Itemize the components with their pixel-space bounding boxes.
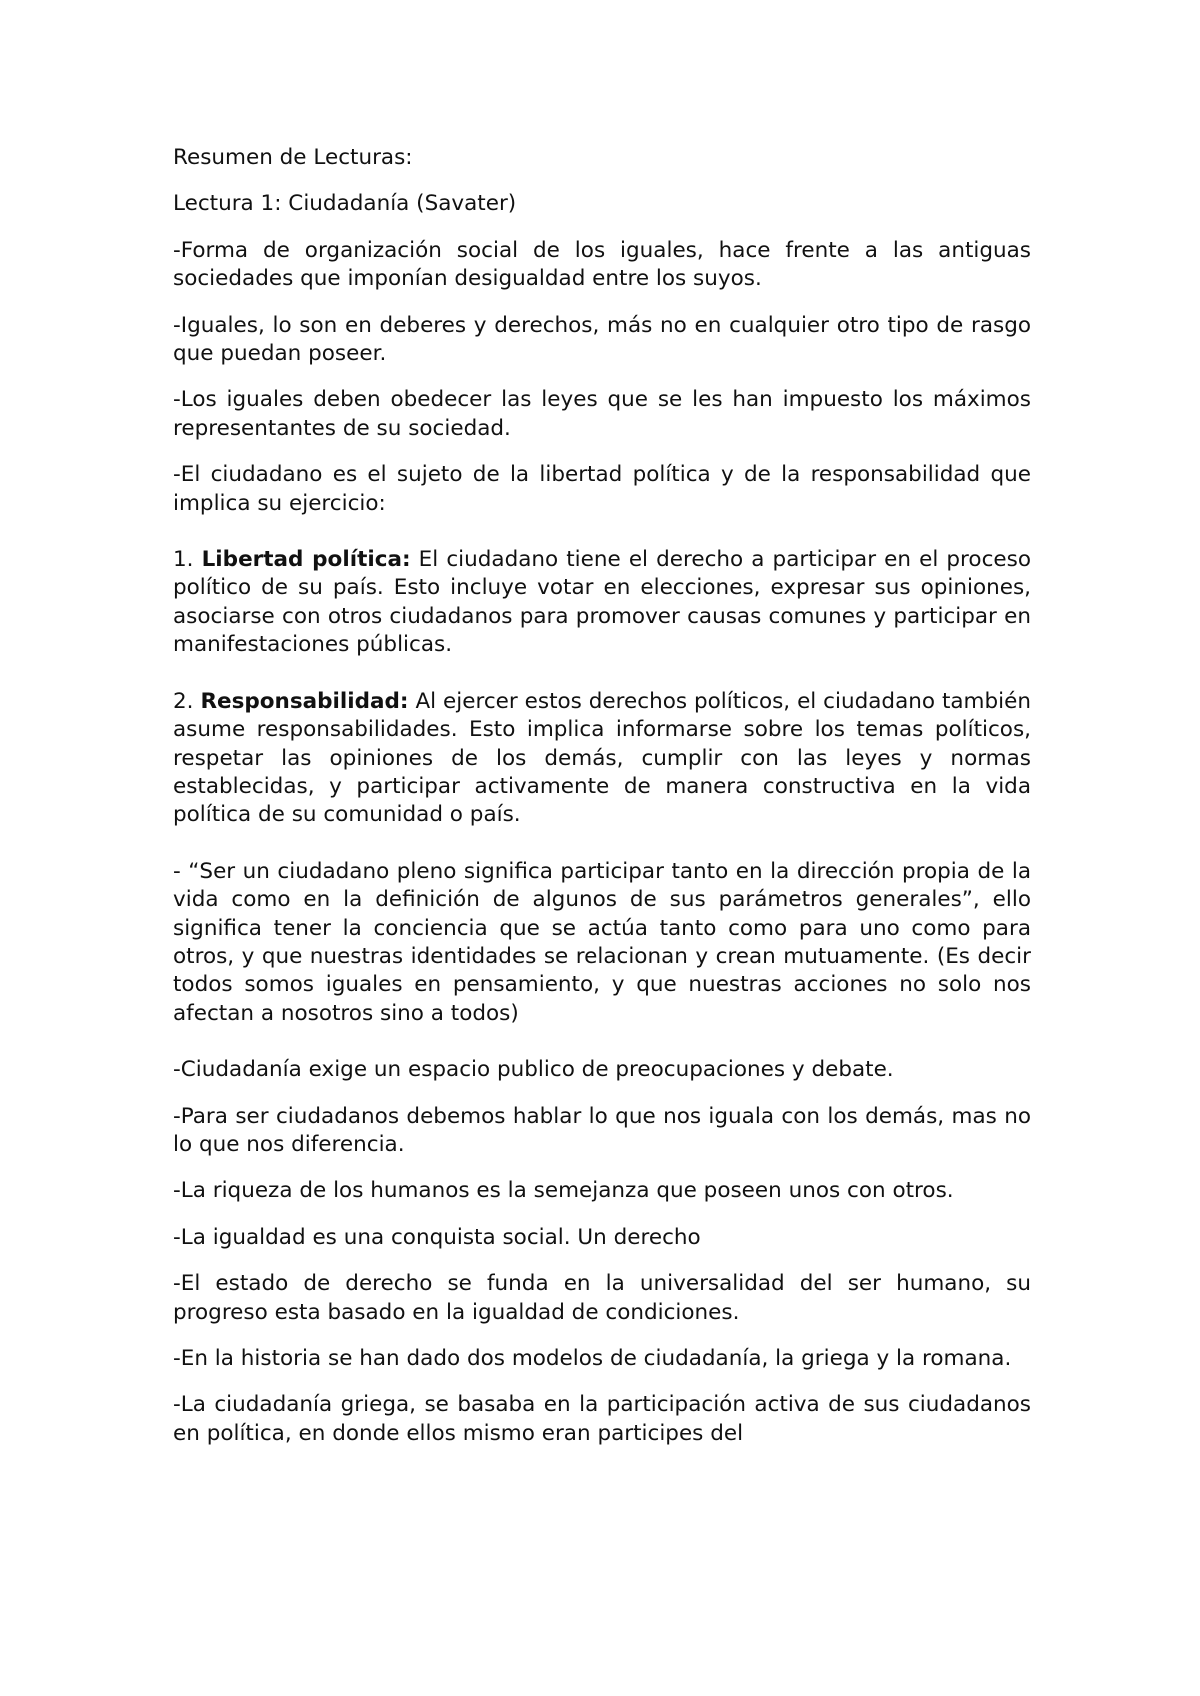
paragraph: -Los iguales deben obedecer las leyes que se les han impuesto los máximos representantes de su sociedad.: [173, 387, 1031, 441]
paragraph: -Iguales, lo son en deberes y derechos, más no en cualquier otro tipo de rasgo que puedan poseer.: [173, 312, 1031, 367]
quote-paragraph: - “Ser un ciudadano pleno significa participar tanto en la dirección propia de la vida como en la definición de algunos de sus parámetros generales”, ello significa tener la conciencia que se actúa tanto como para uno como para otros, y que nuestras identidades se relacionan y crean mutuamente. (Es decir todos somos iguales en pensamiento, y que nuestras acciones no solo nos afectan a nosotros sino a todos): [173, 858, 1031, 1026]
point-text: El ciudadano tiene el derecho a participar en el proceso político de su país. Esto incluye votar en elecciones, expresar sus opiniones, asociarse con otros ciudadanos para promover causas comunes y participar en manifestaciones públicas.: [173, 547, 1031, 658]
numbered-point-responsabilidad: [173, 688, 1031, 830]
paragraph: -Ciudadanía exige un espacio publico de preocupaciones y debate.: [173, 1057, 894, 1083]
paragraph: -Forma de organización social de los iguales, hace frente a las antiguas sociedades que imponían desigualdad entre los suyos.: [173, 237, 1031, 292]
point-text: Al ejercer estos derechos políticos, el ciudadano también asume responsabilidades. Esto implica informarse sobre los temas políticos, respetar las opiniones de los demás, cumplir con las leyes y normas establecidas, y participar activamente de manera constructiva en la vida política de su comunidad o país.: [173, 688, 1031, 828]
paragraph: -La ciudadanía griega, se basaba en la participación activa de sus ciudadanos en política, en donde ellos mismo eran participes del: [173, 1392, 1031, 1446]
document-body: [173, 144, 1031, 1466]
paragraph: -En la historia se han dado dos modelos de ciudadanía, la griega y la romana.: [173, 1346, 1012, 1371]
paragraph: -Para ser ciudadanos debemos hablar lo que nos iguala con los demás, mas no lo que nos diferencia.: [173, 1103, 1031, 1157]
numbered-point-libertad: [173, 546, 1031, 660]
point-number: 1.: [173, 547, 194, 573]
document-title: Resumen de Lecturas:: [173, 145, 413, 170]
point-number: 2.: [173, 688, 194, 714]
paragraph: -El estado de derecho se funda en la universalidad del ser humano, su progreso esta basado en la igualdad de condiciones.: [173, 1271, 1031, 1325]
paragraph: -La riqueza de los humanos es la semejanza que poseen unos con otros.: [173, 1178, 954, 1204]
point-term: Libertad política:: [201, 547, 411, 573]
reading-subtitle: Lectura 1: Ciudadanía (Savater): [173, 191, 517, 217]
paragraph: -La igualdad es una conquista social. Un derecho: [173, 1224, 701, 1250]
paragraph: -El ciudadano es el sujeto de la libertad política y de la responsabilidad que implica su ejercicio:: [173, 462, 1031, 516]
point-term: Responsabilidad:: [200, 688, 409, 714]
